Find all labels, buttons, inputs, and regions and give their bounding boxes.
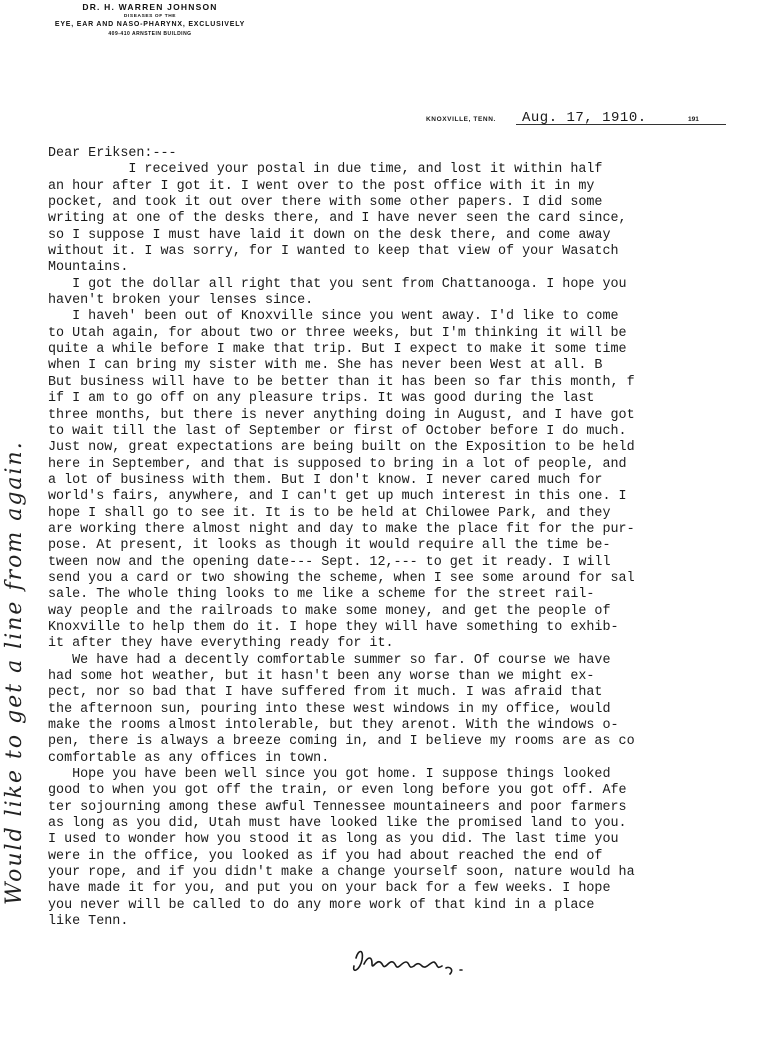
letter-line: way people and the railroads to make some money, and get the people of: [48, 603, 611, 619]
letter-line: a lot of business with them. But I don't know. I never cared much for: [48, 472, 603, 488]
letter-line: are working there almost night and day to make the place fit for the pur-: [48, 521, 635, 537]
letter-line: Dear Eriksen:---: [48, 146, 177, 161]
letterhead: [0, 2, 300, 37]
letter-line: I got the dollar all right that you sent from Chattanooga. I hope you: [48, 276, 627, 292]
letter-line: your rope, and if you didn't make a change yourself soon, nature would ha: [48, 865, 635, 881]
letterhead-specialty: EYE, EAR AND NASO-PHARYNX, EXCLUSIVELY: [54, 21, 246, 28]
letter-line: world's fairs, anywhere, and I can't get up much interest in this one. I: [48, 489, 627, 505]
letter-line: pect, nor so bad that I have suffered from it much. I was afraid that: [48, 685, 603, 701]
letter-line: to wait till the last of September or first of October before I do much.: [48, 423, 627, 439]
letter-line: to Utah again, for about two or three weeks, but I'm thinking it will be: [48, 325, 627, 341]
letter-line: were in the office, you looked as if you had about reached the end of: [48, 848, 603, 864]
letter-line: hope I shall go to see it. It is to be held at Chilowee Park, and they: [48, 505, 611, 521]
letter-line: sale. The whole thing looks to me like a scheme for the street rail-: [48, 587, 595, 603]
letter-line: comfortable as any offices in town.: [48, 750, 330, 766]
signature: [350, 940, 490, 980]
letter-line: But business will have to be better than it has been so far this month, f: [48, 374, 635, 390]
letter-line: Knoxville to help them do it. I hope they will have something to exhib-: [48, 619, 619, 635]
letterhead-address: 409-410 ARNSTEIN BUILDING: [108, 31, 192, 37]
letter-line: if I am to go off on any pleasure trips. It was good during the last: [48, 391, 595, 407]
letter-line: pen, there is always a breeze coming in, and I believe my rooms are as co: [48, 734, 635, 750]
margin-handwritten-note: Would like to get a line from again.: [2, 440, 27, 905]
letter-line: I received your postal in due time, and lost it within half: [48, 162, 603, 178]
letter-line: the afternoon sun, pouring into these west windows in my office, would: [48, 701, 611, 717]
letterhead-name: DR. H. WARREN JOHNSON: [82, 2, 218, 12]
letter-line: Hope you have been well since you got home. I suppose things looked: [48, 767, 611, 783]
letter-line: writing at one of the desks there, and I have never seen the card since,: [48, 211, 627, 227]
letter-line: haven't broken your lenses since.: [48, 293, 314, 309]
dateline-date: Aug. 17, 1910.: [522, 110, 647, 126]
letter-line: pose. At present, it looks as though it would require all the time be-: [48, 538, 611, 554]
dateline: [426, 110, 736, 132]
letter-line: so I suppose I must have laid it down on the desk there, and come away: [48, 227, 611, 243]
dateline-rule: [516, 124, 726, 125]
letter-line: here in September, and that is supposed to bring in a lot of people, and: [48, 456, 627, 472]
letter-line: We have had a decently comfortable summer so far. Of course we have: [48, 652, 611, 668]
letter-line: good to when you got off the train, or even long before you got off. Afe: [48, 783, 627, 799]
letter-line: make the rooms almost intolerable, but they arenot. With the windows o-: [48, 718, 619, 734]
letter-body: [48, 146, 748, 931]
letter-line: Just now, great expectations are being built on the Exposition to be held: [48, 440, 635, 456]
dateline-city: KNOXVILLE, TENN.: [426, 116, 496, 123]
letter-line: tween now and the opening date--- Sept. 12,--- to get it ready. I will: [48, 554, 611, 570]
letter-line: had some hot weather, but it hasn't been any worse than we might ex-: [48, 669, 595, 684]
letter-line: quite a while before I make that trip. But I expect to make it some time: [48, 342, 627, 358]
letter-line: like Tenn.: [48, 914, 129, 930]
letter-line: pocket, and took it out over there with some other papers. I did some: [48, 195, 603, 211]
letter-line: as long as you did, Utah must have looked like the promised land to you.: [48, 816, 627, 832]
letterhead-subtitle: DISEASES OF THE: [123, 14, 177, 19]
letter-line: when I can bring my sister with me. She has never been West at all. B: [48, 358, 603, 374]
dateline-year-prefix: 191: [688, 116, 699, 123]
letter-line: Mountains.: [48, 260, 129, 276]
letter-line: have made it for you, and put you on your back for a few weeks. I hope: [48, 881, 611, 897]
letter-line: three months, but there is never anything doing in August, and I have got: [48, 407, 635, 423]
letter-line: send you a card or two showing the scheme, when I see some around for sal: [48, 570, 635, 586]
signature-scribble-icon: [350, 940, 490, 980]
letter-line: I haveh' been out of Knoxville since you went away. I'd like to come: [48, 309, 619, 325]
letter-line: an hour after I got it. I went over to the post office with it in my: [48, 178, 595, 194]
letter-line: without it. I was sorry, for I wanted to keep that view of your Wasatch: [48, 244, 619, 260]
letter-line: ter sojourning among these awful Tennessee mountaineers and poor farmers: [48, 799, 627, 815]
letter-line: you never will be called to do any more work of that kind in a place: [48, 897, 595, 913]
letter-line: I used to wonder how you stood it as long as you did. The last time you: [48, 832, 619, 848]
letter-line: it after they have everything ready for it.: [48, 636, 394, 652]
